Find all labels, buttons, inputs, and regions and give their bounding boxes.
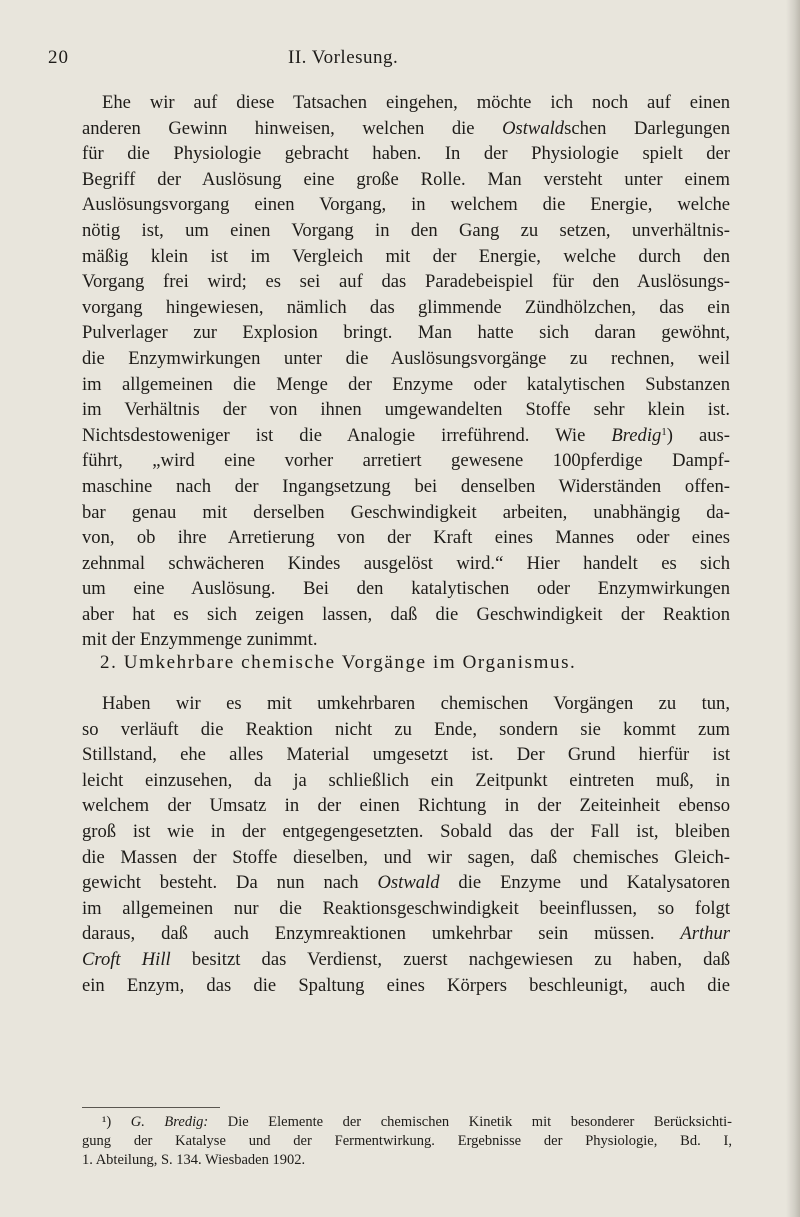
text-line: vorgang hingewiesen, nämlich das glimmende Zündhölzchen, das ein [82,296,730,318]
text-line [82,870,730,896]
footnote-line: 1. Abteilung, S. 134. Wiesbaden 1902. [82,1152,306,1168]
footnote-line: gung der Katalyse und der Fermentwirkung. Ergebnisse der Physiologie, Bd. I, [82,1133,732,1149]
text-segment: ¹) [102,1114,131,1130]
text-line: Auslösungsvorgang einen Vorgang, in welchem die Energie, welche [82,194,730,216]
text-line: zehnmal schwächeren Kindes ausgelöst wird.“ Hier handelt es sich [82,552,730,574]
text-segment: daraus, daß auch Enzymreaktionen umkehrbar sein müssen. [82,923,681,945]
text-line: welchem der Umsatz in der einen Richtung in der Zeiteinheit ebenso [82,795,730,817]
text-line: um eine Auslösung. Bei den katalytischen oder Enzymwirkungen [82,578,730,600]
author-name-croft-hill: Croft Hill [82,948,171,970]
running-title: II. Vorlesung. [288,47,399,68]
text-line: Ehe wir auf diese Tatsachen eingehen, möchte ich noch auf einen [102,92,730,113]
footnote-author: G. Bredig: [130,1114,209,1130]
text-line: die Enzymwirkungen unter die Auslösungsvorgänge zu rechnen, weil [82,347,730,369]
page-edge-shadow [786,0,800,1217]
text-line: im Verhältnis der von ihnen umgewandelten Stoffe sehr klein ist. [82,399,730,421]
text-line: groß ist wie in der entgegengesetzten. Sobald das der Fall ist, bleiben [82,820,730,842]
text-line: die Massen der Stoffe dieselben, und wir sagen, daß chemisches Gleich- [82,846,730,868]
text-line: führt, „wird eine vorher arretiert gewesene 100pferdige Dampf- [82,450,730,472]
text-line: mit der Enzymmenge zunimmt. [82,629,318,651]
text-line: ein Enzym, das die Spaltung eines Körpers beschleunigt, auch die [82,974,730,996]
text-segment: ) aus- [666,424,730,446]
paragraph-2-text [82,691,730,998]
text-line: im allgemeinen die Menge der Enzyme oder katalytischen Substanzen [82,373,730,395]
text-line [82,116,730,142]
text-line: von, ob ihre Arretierung von der Kraft eines Mannes oder eines [82,527,730,549]
footnote-divider [82,1107,220,1108]
text-line: Vorgang frei wird; es sei auf das Paradebeispiel für den Auslösungs- [82,271,730,293]
running-head [0,47,800,77]
text-segment: gewicht besteht. Da nun nach [82,872,378,894]
text-line: leicht einzusehen, da ja schließlich ein Zeitpunkt eintreten muß, in [82,769,730,791]
text-segment: Die Elemente der chemischen Kinetik mit besonderer Berücksichti- [208,1114,732,1130]
author-name-ostwald: Ostwald [502,117,565,139]
text-line: Begriff der Auslösung eine große Rolle. Man versteht unter einem [82,168,730,190]
text-segment: besitzt das Verdienst, zuerst nachgewiesen zu haben, daß [170,948,730,970]
text-line: Pulverlager zur Explosion bringt. Man hatte sich daran gewöhnt, [82,322,730,344]
text-line: Haben wir es mit umkehrbaren chemischen Vorgängen zu tun, [102,693,730,714]
text-segment: schen Darlegungen [564,117,730,139]
section-heading: 2. Umkehrbare chemische Vorgänge im Organismus. [100,652,577,673]
text-line: Stillstand, ehe alles Material umgesetzt ist. Der Grund hierfür ist [82,744,730,766]
author-name-bredig: Bredig [611,424,662,446]
text-line: maschine nach der Ingangsetzung bei denselben Widerständen offen- [82,475,730,497]
text-line [82,947,730,973]
footnotes [82,1113,732,1170]
text-line [82,921,730,947]
footnote-line [82,1113,732,1132]
text-line: mäßig klein ist im Vergleich mit der Energie, welche durch den [82,245,730,267]
text-line: so verläuft die Reaktion nicht zu Ende, sondern sie kommt zum [82,718,730,740]
text-line: bar genau mit derselben Geschwindigkeit arbeiten, unabhängig da- [82,501,730,523]
text-segment: die Enzyme und Katalysatoren [439,872,730,894]
page-number: 20 [48,47,69,68]
text-segment: anderen Gewinn hinweisen, welchen die [82,117,503,139]
paragraph-2 [82,691,730,998]
author-name-arthur: Arthur [680,923,730,945]
text-line: aber hat es sich zeigen lassen, daß die Geschwindigkeit der Reaktion [82,603,730,625]
author-name-ostwald: Ostwald [377,872,440,894]
paragraph-1-text [82,90,730,653]
text-line [82,423,730,449]
text-line: im allgemeinen nur die Reaktionsgeschwindigkeit beeinflussen, so folgt [82,897,730,919]
paragraph-1 [82,90,730,653]
footnote-marker[interactable]: 1 [661,425,667,438]
text-line: für die Physiologie gebracht haben. In der Physiologie spielt der [82,143,730,165]
text-line: nötig ist, um einen Vorgang in den Gang zu setzen, unverhältnis- [82,219,730,241]
text-segment: Nichtsdestoweniger ist die Analogie irreführend. Wie [82,424,612,446]
